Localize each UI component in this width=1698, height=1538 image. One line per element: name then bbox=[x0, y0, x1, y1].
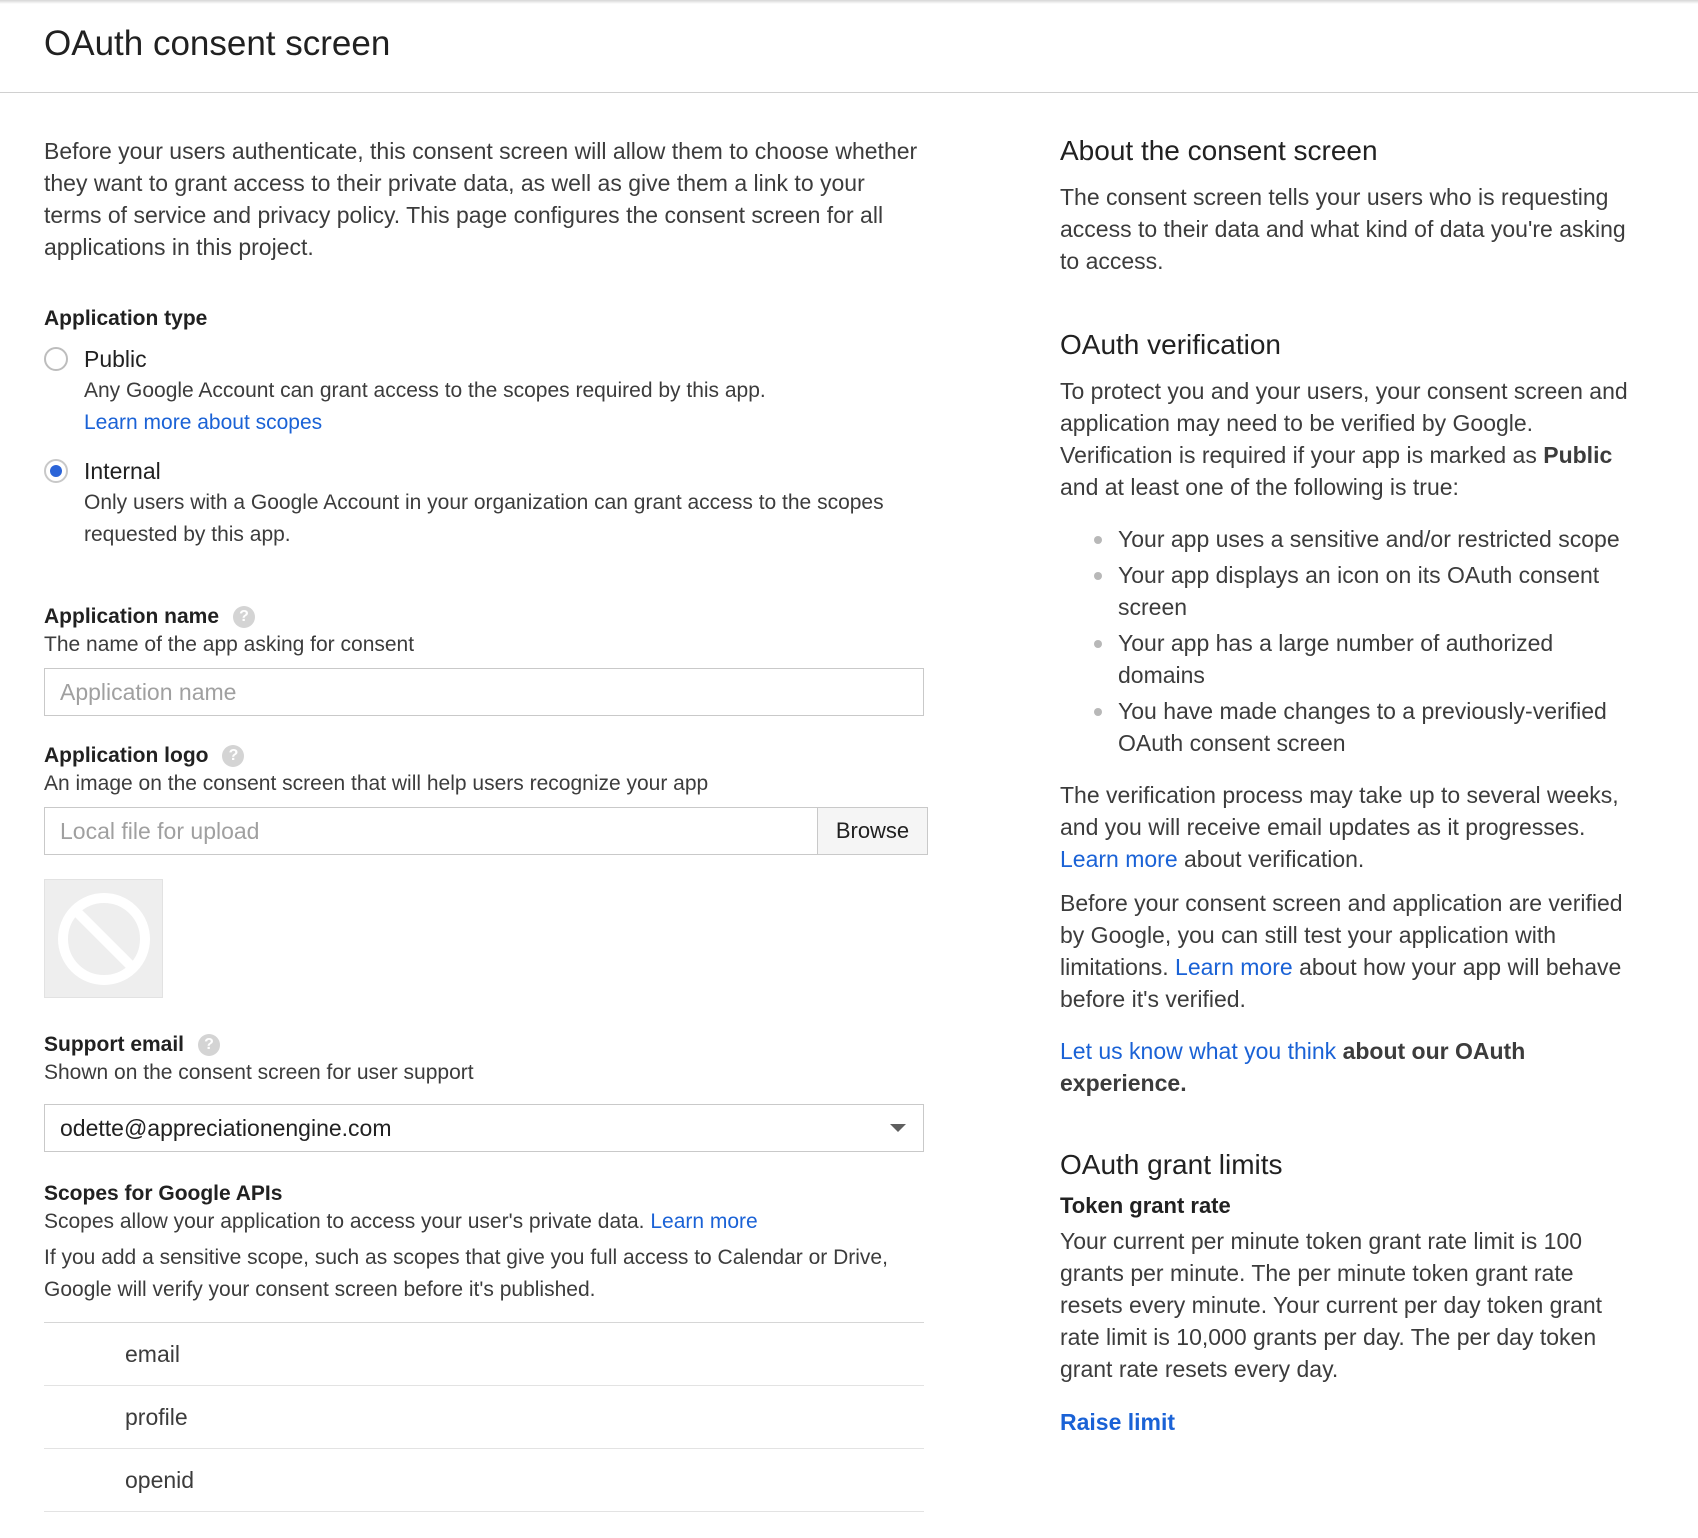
support-email-value: odette@appreciationengine.com bbox=[60, 1115, 392, 1141]
feedback-link[interactable]: Let us know what you think bbox=[1060, 1038, 1337, 1064]
radio-internal-label: Internal bbox=[84, 458, 161, 484]
chevron-down-icon bbox=[890, 1124, 906, 1132]
feedback-text: Let us know what you think about our OAuth experience. bbox=[1060, 1038, 1526, 1096]
application-logo-label: Application logo ? bbox=[44, 744, 924, 768]
radio-internal-description: Only users with a Google Account in your organization can grant access to the scopes requested by this app. bbox=[84, 491, 884, 546]
testing-text: Before your consent screen and application are verified by Google, you can still test your application with limitations. Learn more about how your app will behave before it's verified. bbox=[1060, 890, 1623, 1012]
logo-file-input[interactable] bbox=[44, 807, 817, 855]
list-item: Your app has a large number of authorized domains bbox=[1118, 627, 1640, 691]
help-icon[interactable]: ? bbox=[222, 745, 244, 767]
intro-text: Before your users authenticate, this consent screen will allow them to choose whether they want to grant access to their private data, as well as give them a link to your terms of service and privacy policy. This page configures the consent screen for all applications in this project. bbox=[44, 138, 918, 260]
learn-more-scopes-link[interactable]: Learn more about scopes bbox=[84, 411, 323, 434]
verification-process-text: The verification process may take up to several weeks, and you will receive email updates as it progresses. Learn more about verification. bbox=[1060, 782, 1619, 872]
token-grant-rate-text: Your current per minute token grant rate limit is 100 grants per minute. The per minute token grant rate resets every minute. Your current per day token grant rate limit is 10,000 grants per day. The per day token grant rate resets every day. bbox=[1060, 1228, 1603, 1382]
support-email-hint: Shown on the consent screen for user support bbox=[44, 1061, 474, 1084]
help-sidebar bbox=[1060, 135, 1640, 1436]
no-image-icon bbox=[55, 890, 153, 988]
help-icon[interactable]: ? bbox=[198, 1034, 220, 1056]
radio-public[interactable] bbox=[44, 347, 68, 371]
scope-row: profile bbox=[44, 1386, 924, 1449]
scopes-note: If you add a sensitive scope, such as scopes that give you full access to Calendar or Drive, Google will verify your consent screen before it's published. bbox=[44, 1246, 888, 1301]
logo-upload-row bbox=[44, 807, 928, 855]
application-type-section bbox=[44, 307, 924, 551]
about-heading: About the consent screen bbox=[1060, 135, 1378, 166]
radio-internal[interactable] bbox=[44, 459, 68, 483]
logo-preview bbox=[44, 879, 163, 998]
scope-row: email bbox=[44, 1323, 924, 1386]
verification-learn-more-link[interactable]: Learn more bbox=[1060, 846, 1178, 872]
testing-learn-more-link[interactable]: Learn more bbox=[1175, 954, 1293, 980]
radio-option-public[interactable] bbox=[44, 343, 924, 439]
application-logo-hint: An image on the consent screen that will help users recognize your app bbox=[44, 772, 709, 795]
verification-text: To protect you and your users, your consent screen and application may need to be verified by Google. Verification is required if your app is marked as Public and at least one of the following is true: bbox=[1060, 378, 1628, 500]
scopes-section bbox=[44, 1182, 924, 1512]
browse-button[interactable]: Browse bbox=[817, 807, 928, 855]
page-title: OAuth consent screen bbox=[44, 24, 391, 63]
list-item: You have made changes to a previously-verified OAuth consent screen bbox=[1118, 695, 1640, 759]
scopes-label: Scopes for Google APIs bbox=[44, 1182, 283, 1205]
application-name-input[interactable] bbox=[44, 668, 924, 716]
raise-limit-row bbox=[1060, 1409, 1640, 1436]
list-item: Your app uses a sensitive and/or restricted scope bbox=[1118, 523, 1640, 555]
radio-public-description: Any Google Account can grant access to the scopes required by this app. bbox=[84, 379, 766, 402]
application-name-label: Application name ? bbox=[44, 605, 924, 629]
support-email-select[interactable] bbox=[44, 1104, 924, 1152]
application-name-section bbox=[44, 605, 924, 716]
help-icon[interactable]: ? bbox=[233, 606, 255, 628]
verification-heading: OAuth verification bbox=[1060, 329, 1281, 360]
application-type-label: Application type bbox=[44, 307, 208, 330]
application-logo-section bbox=[44, 744, 924, 998]
radio-option-internal[interactable] bbox=[44, 455, 924, 551]
application-name-hint: The name of the app asking for consent bbox=[44, 633, 415, 656]
raise-limit-link[interactable]: Raise limit bbox=[1060, 1409, 1176, 1435]
list-item: Your app displays an icon on its OAuth consent screen bbox=[1118, 559, 1640, 623]
page-header bbox=[0, 0, 1698, 93]
scopes-hint: Scopes allow your application to access your user's private data. Learn more bbox=[44, 1210, 758, 1233]
about-text: The consent screen tells your users who is requesting access to their data and what kind of data you're asking to access. bbox=[1060, 184, 1626, 274]
scope-list bbox=[44, 1322, 924, 1512]
radio-public-label: Public bbox=[84, 346, 147, 372]
scopes-learn-more-link[interactable]: Learn more bbox=[650, 1210, 758, 1233]
consent-form bbox=[44, 135, 924, 1512]
token-grant-rate-heading: Token grant rate bbox=[1060, 1193, 1231, 1218]
support-email-label: Support email ? bbox=[44, 1033, 924, 1057]
support-email-section bbox=[44, 1033, 924, 1152]
verification-criteria-list bbox=[1060, 523, 1640, 759]
grant-limits-heading: OAuth grant limits bbox=[1060, 1149, 1283, 1180]
scope-row: openid bbox=[44, 1449, 924, 1512]
